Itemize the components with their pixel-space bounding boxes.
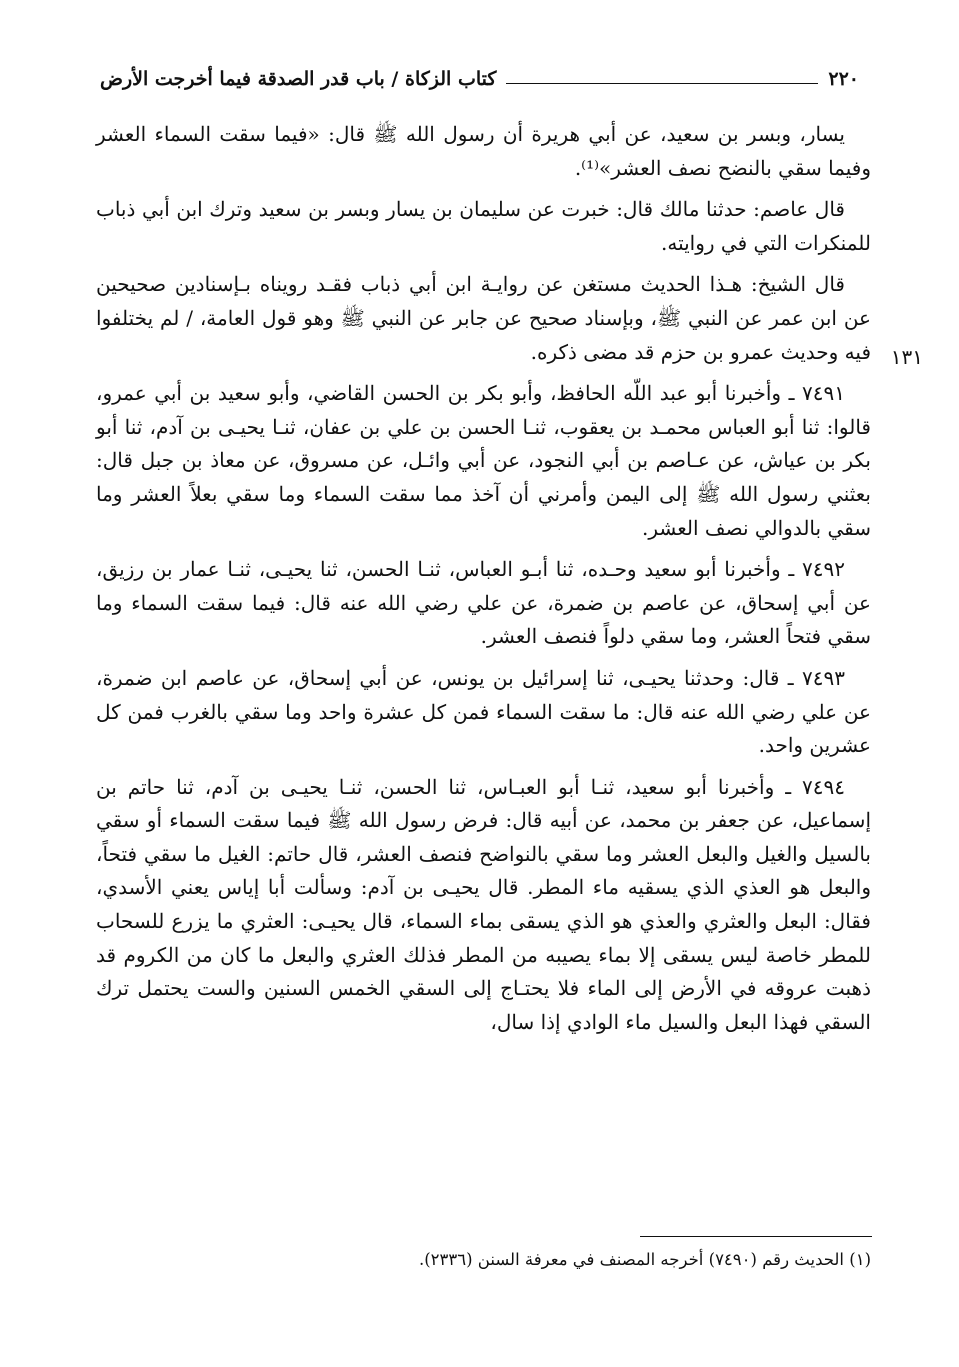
header-title-group: [100, 68, 828, 90]
running-header: [100, 62, 859, 96]
hadith-7493: ٧٤٩٣ ـ قال: وحدثنا يحيـى، ثنا إسرائيل بن يونس، عن أبي إسحاق، عن عاصم ابن ضمرة، عن علي رضي الله عنه قال: ما سقت السماء فمن كل عشرة واحد وما سقي بالغرب فمن كل عشرين واحد.: [96, 665, 871, 758]
main-text: [96, 118, 871, 1047]
margin-folio-number: ١٣١: [890, 345, 923, 369]
footnote: (١) الحديث رقم (٧٤٩٠) أخرجه المصنف في معرفة السنن (٢٣٣٦).: [418, 1250, 871, 1269]
hadith-7491: ٧٤٩١ ـ وأخبرنا أبو عبد اللّه الحافظ، وأبو بكر بن الحسن القاضي، وأبو سعيد بن أبي عمرو، قالوا: ثنا أبو العباس محمـد بن يعقوب، ثنـا الحسن بن علي بن عفان، ثنـا يحيـى بن آدم، ثنا أبو بكر بن عياش، عن عـاصم بن أبي النجود، عن أبي وائـل، عن مسروق، عن معاذ بن جبل قال: بعثني رسول الله ﷺ إلى اليمن وأمرني أن آخذ مما سقت السماء وما سقي بعلاً العشر وما سقي بالدوالي نصف العشر.: [96, 381, 871, 540]
hadith-7494: ٧٤٩٤ ـ وأخبرنا أبو سعيد، ثنـا أبو العبـاس، ثنا الحسن، ثنـا يحيـى بن آدم، ثنا حاتم بن إسماعيل، عن جعفر بن محمد، عن أبيه قال: فرض رسول الله ﷺ فيما سقت السماء أو سقي بالسيل والغيل والبعل العشر وما سقي بالنواضح فنصف العشر، قال حاتم: الغيل ما سقي فتحاً، والبعل هو العذي الذي يسقيه ماء المطر. قال يحيـى بن آدم: وسألت أبا إياس يعني الأسدي، فقال: البعل والعثري والعذي هو الذي يسقى بماء السماء، قال يحيـى: العثري ما يزرع للسحاب للمطر خاصة ليس يسقى إلا بماء يصيبه من المطر فذلك العثري والبعل ما كان من الكروم قد ذهبت عروقه في الأرض إلى الماء فلا يحتـاج إلى السقي الخمس السنين والست يحتمل ترك السقي فهذا البعل والسيل ماء الوادي إذا سال،: [96, 774, 871, 1034]
hadith-7492: ٧٤٩٢ ـ وأخبرنا أبو سعيد وحـده، ثنا أبـو العباس، ثنـا الحسن، ثنا يحيـى، ثنـا عمار بن رزيق، عن أبي إسحاق، عن عاصم بن ضمرة، عن علي رضي الله عنه قال: فيما سقت السماء وما سقي فتحاً العشر، وما سقي دلواً فنصف العشر.: [96, 557, 871, 649]
header-rule: [506, 83, 818, 84]
paragraph: قال عاصم: حدثنا مالك قال: خبرت عن سليمان بن يسار وبسر بن سعيد وترك ابن أبي ذباب للمنكرات التي في روايته.: [96, 197, 871, 255]
footnote-divider: [640, 1236, 872, 1237]
paragraph: قال الشيخ: هـذا الحديث مستغن عن روايـة ابن أبي ذباب فقـد رويناه بـإسنادين صحيحين عن ابن عمر عن النبي ﷺ، وبإسناد صحيح عن جابر عن النبي ﷺ وهو قول العامة، / لم يختلفوا فيه وحديث عمرو بن حزم قد مضى ذكره.: [96, 272, 871, 364]
page-number: ٢٢٠: [828, 68, 859, 90]
chapter-title: كتاب الزكاة / باب قدر الصدقة فيما أخرجت الأرض: [100, 68, 497, 90]
paragraph: يسار، وبسر بن سعيد، عن أبي هريرة أن رسول الله ﷺ قال: «فيما سقت السماء العشر وفيما سقي بالنضح نصف العشر»⁽¹⁾.: [96, 122, 871, 180]
